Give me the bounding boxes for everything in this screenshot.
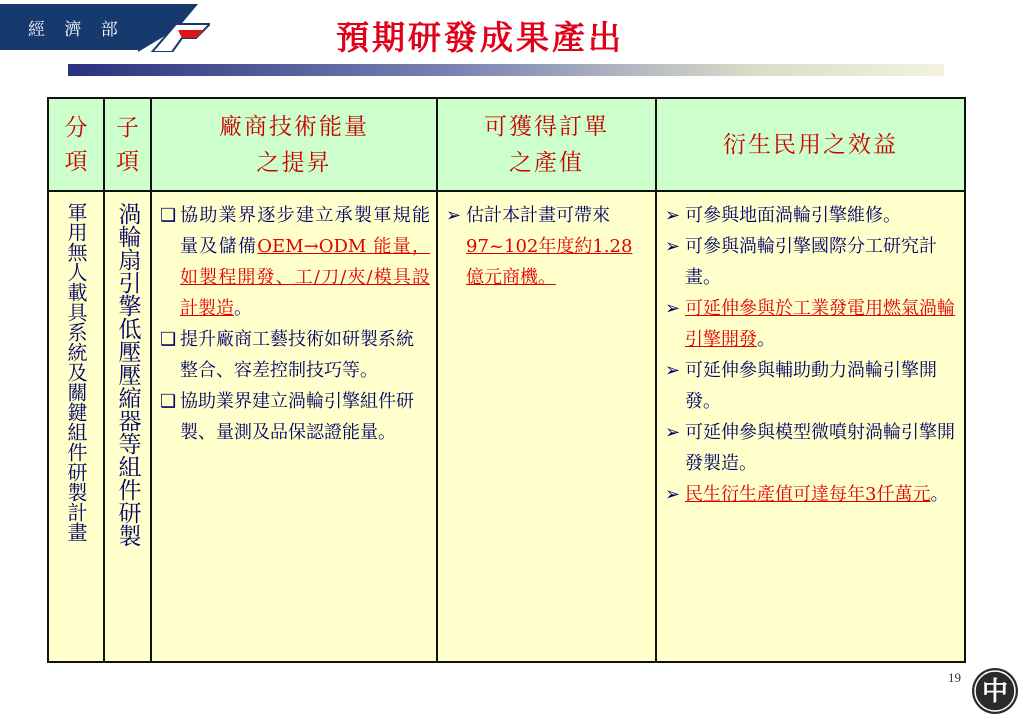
emblem-logo-icon	[970, 666, 1020, 716]
arrow-bullet-icon: ➢	[665, 484, 681, 505]
capability-item-1: ❑ 協助業界逐步建立承製軍規能量及儲備OEM→ODM 能量，如製程開發、工/刀/夾/模具設計製造。	[160, 200, 430, 324]
checkbox-bullet-icon: ❑	[160, 205, 177, 226]
arrow-bullet-icon: ➢	[665, 298, 681, 319]
table-row	[48, 191, 965, 662]
header-capability: 廠商技術能量 之提昇	[151, 98, 437, 191]
ministry-logo-icon	[138, 0, 210, 52]
cell-orders	[437, 191, 656, 662]
benefit-item-3: ➢ 可延伸參與於工業發電用燃氣渦輪引擎開發。	[665, 293, 958, 355]
arrow-bullet-icon: ➢	[665, 422, 681, 443]
cell-benefits	[656, 191, 965, 662]
capability-item-3: ❑ 協助業界建立渦輪引擎組件研製、量測及品保認證能量。	[160, 386, 430, 448]
project-name: 軍用無人載具系統及關鍵組件研製計畫	[64, 202, 88, 542]
arrow-bullet-icon: ➢	[665, 236, 681, 257]
benefit-item-2: ➢ 可參與渦輪引擎國際分工研究計畫。	[665, 231, 958, 293]
benefit-item-1: ➢ 可參與地面渦輪引擎維修。	[665, 200, 958, 231]
table-header-row	[48, 98, 965, 191]
header-division: 分 項	[48, 98, 104, 191]
header-subitem: 子 項	[104, 98, 151, 191]
benefit-item-6: ➢ 民生衍生產值可達每年3仟萬元。	[665, 479, 958, 510]
arrow-bullet-icon: ➢	[665, 360, 681, 381]
checkbox-bullet-icon: ❑	[160, 391, 177, 412]
header-orders: 可獲得訂單 之產值	[437, 98, 656, 191]
results-table	[47, 97, 966, 663]
checkbox-bullet-icon: ❑	[160, 329, 177, 350]
arrow-bullet-icon: ➢	[665, 205, 681, 226]
slide-title: 預期研發成果產出	[336, 18, 624, 57]
cell-subproject	[104, 191, 151, 662]
ministry-label: 經 濟 部	[0, 4, 138, 50]
benefit-item-5: ➢ 可延伸參與模型微噴射渦輪引擎開發製造。	[665, 417, 958, 479]
emblem-character: 中	[981, 677, 1009, 707]
cell-project	[48, 191, 104, 662]
arrow-bullet-icon: ➢	[446, 205, 462, 226]
orders-item: ➢ 估計本計畫可帶來97~102年度約1.28億元商機。	[446, 200, 649, 293]
subproject-name: 渦輪扇引擎低壓壓縮器等組件研製	[114, 202, 141, 547]
title-underline-bar	[68, 64, 944, 76]
capability-item-2: ❑ 提升廠商工藝技術如研製系統整合、容差控制技巧等。	[160, 324, 430, 386]
cell-capability	[151, 191, 437, 662]
page-number: 19	[948, 670, 961, 685]
header-benefits: 衍生民用之效益	[656, 98, 965, 191]
benefit-item-4: ➢ 可延伸參與輔助動力渦輪引擎開發。	[665, 355, 958, 417]
